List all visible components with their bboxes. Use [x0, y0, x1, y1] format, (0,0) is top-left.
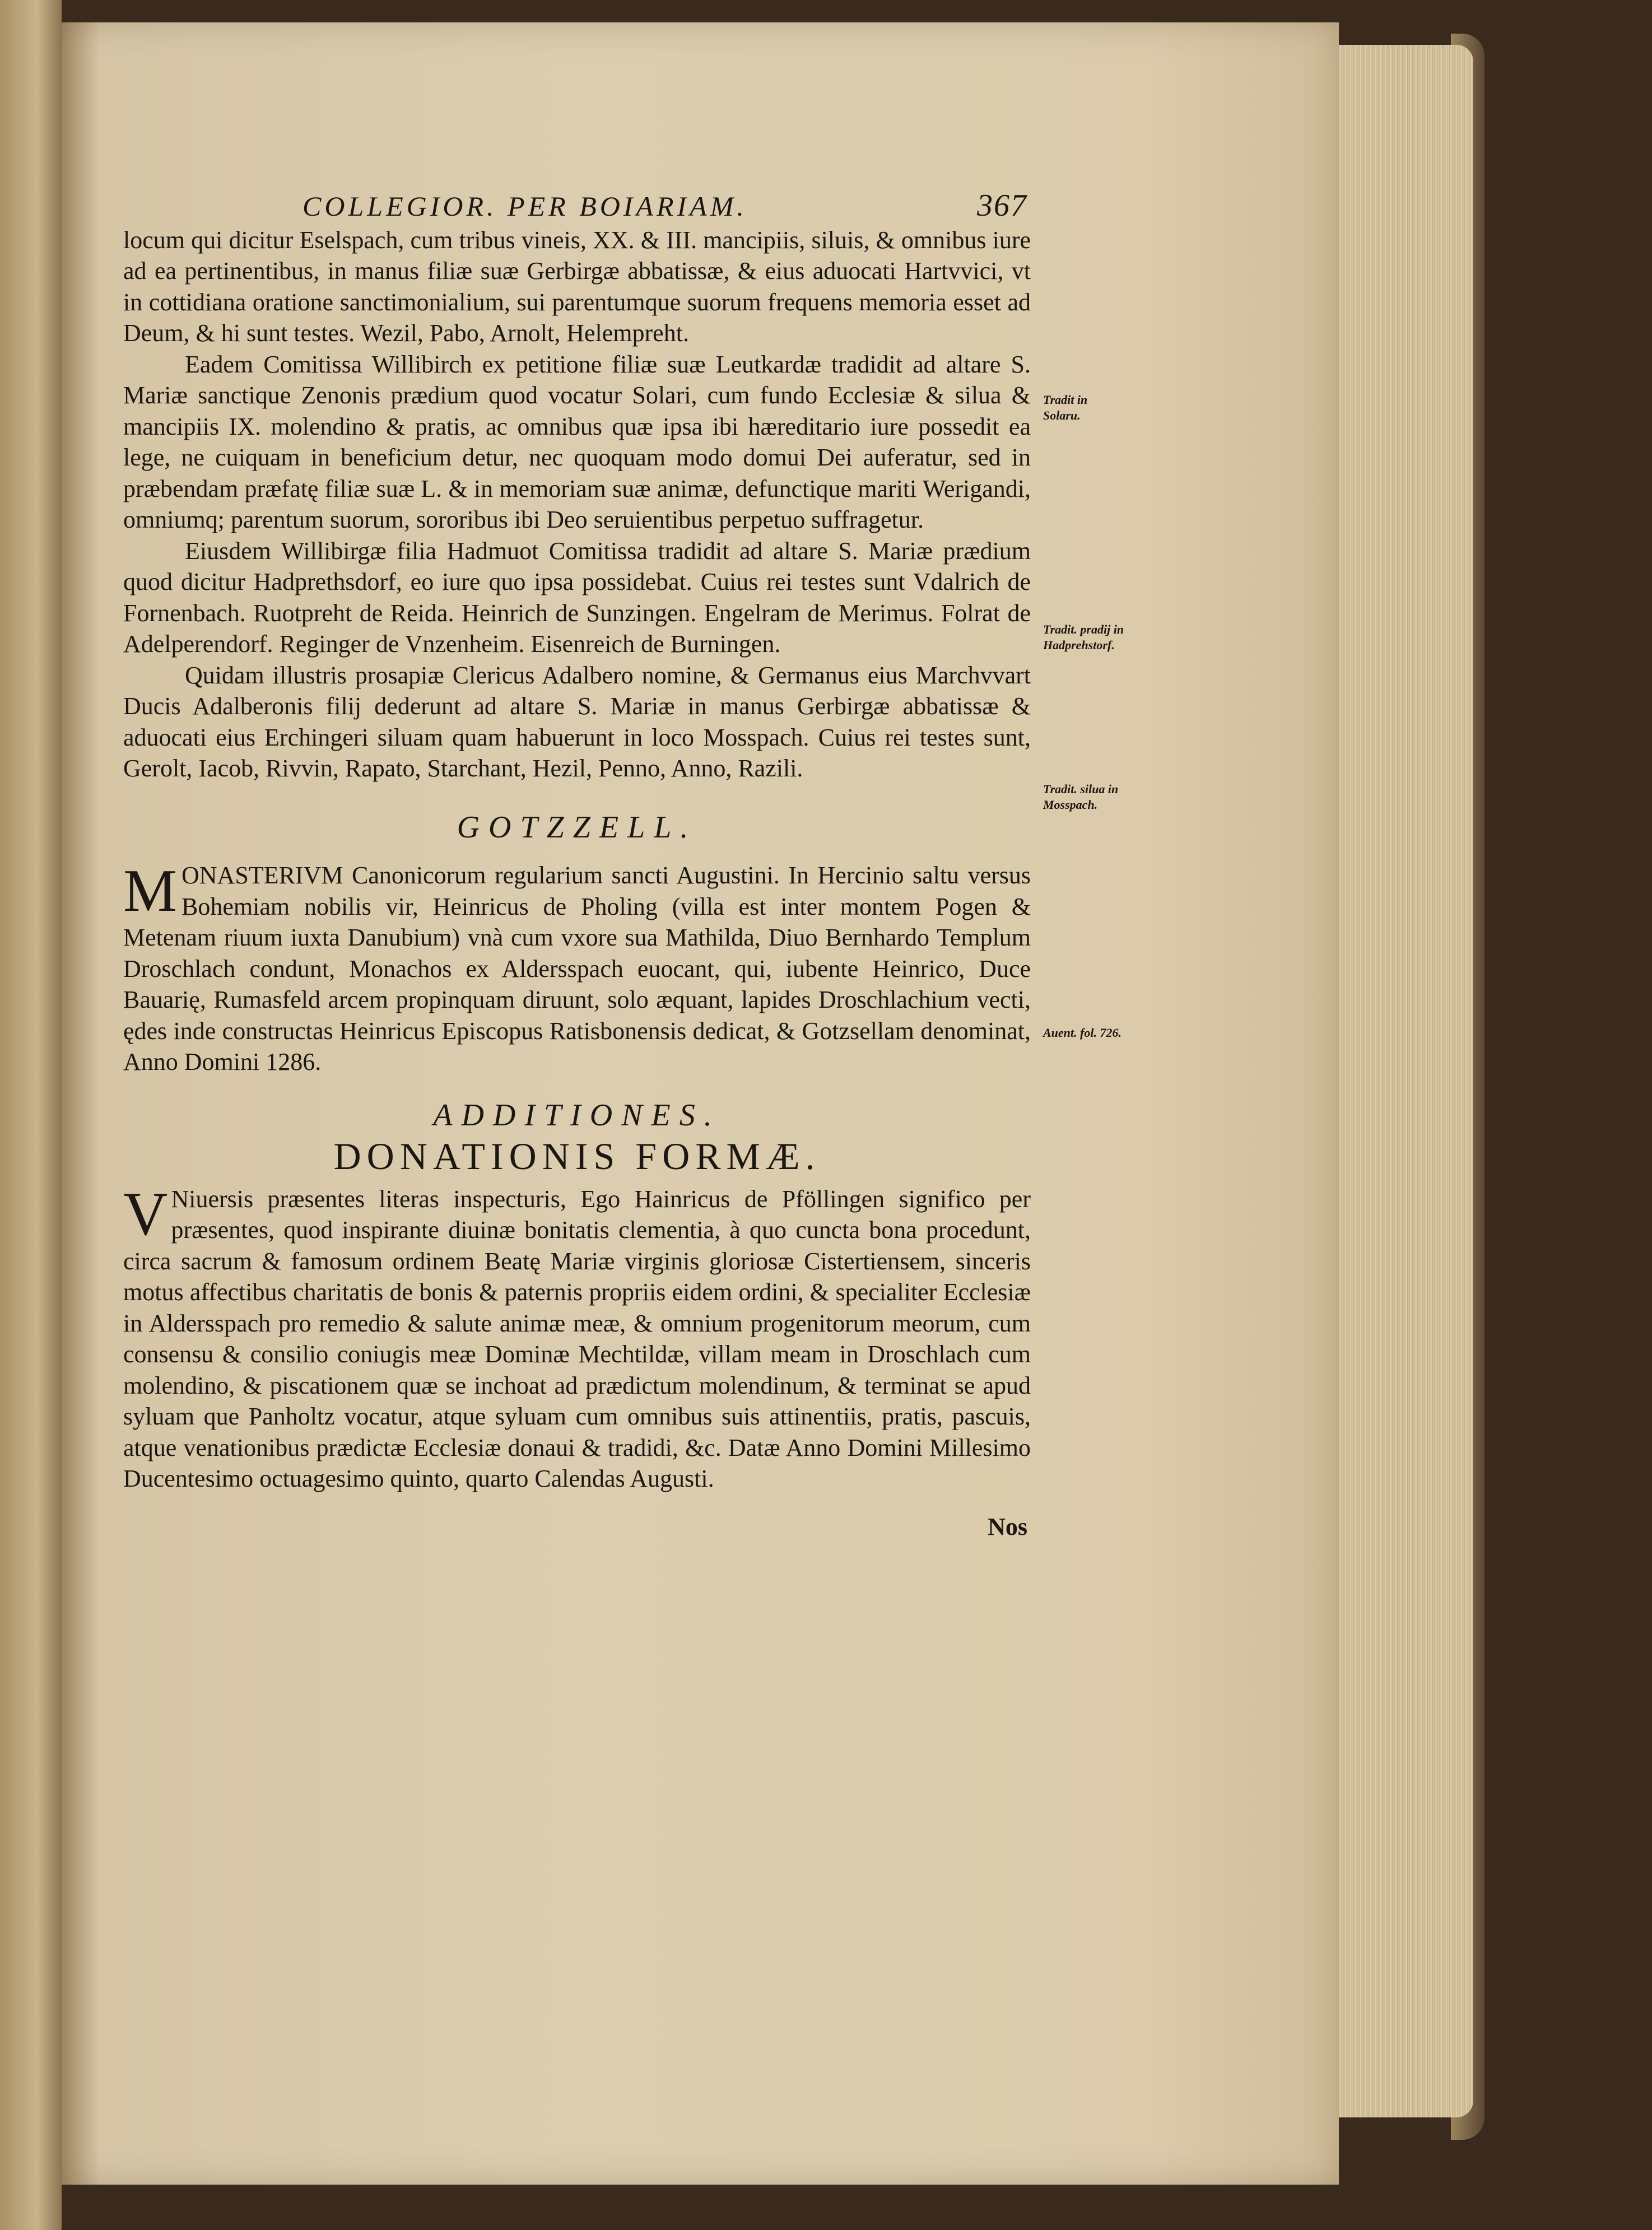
marginal-note-hadprehstorf: Tradit. pradij in Hadprehstorf.: [1043, 622, 1124, 652]
paragraph-1: locum qui dicitur Eselspach, cum tribus vineis, XX. & III. mancipiis, siluis, & omnibus iure ad ea pertinentibus, in manus filiæ suæ Gerbirgæ abbatissæ, & eius aduocati Hartvvici, vt in cottidiana oratione sanctimonialium, sui parentumque suorum frequens memoria esset ad Deum, & hi sunt testes. Wezil, Pabo, Arnolt, Helempreht.: [123, 226, 1031, 347]
donationis-formae-heading: DONATIONIS FORMÆ.: [333, 1135, 821, 1177]
marginal-note-auent: Auent. fol. 726.: [1043, 1026, 1122, 1040]
marginal-note-mosspach: Tradit. silua in Mosspach.: [1043, 782, 1119, 812]
gotzzell-heading: GOTZZELL.: [457, 809, 697, 845]
catchword: Nos: [988, 1512, 1027, 1540]
page-text: [123, 190, 1031, 1542]
gotzzell-paragraph: [123, 860, 1031, 1078]
additiones-heading: ADDITIONES.: [433, 1097, 721, 1133]
page-number: 367: [977, 188, 1027, 223]
drop-cap-m: M: [123, 858, 178, 924]
donation-text: Niuersis præsentes literas inspecturis, Ego Hainricus de Pföllingen significo per præsentes, quod inspirante diuinæ bonitatis clementia, à quo cuncta bona procedunt, circa sacrum & famosum ordinem Beatę Mariæ virginis gloriosæ Cistertiensem, sinceris motus affectibus charitatis de bonis & paternis propriis eidem ordini, & specialiter Ecclesiæ in Aldersspach pro remedio & salute animæ meæ, & omnium progenitorum meorum, cum consensu & consilio coniugis meæ Dominæ Mechtildæ, villam meam in Droschlach cum molendino, & piscationem quæ se inchoat ad prædictum molendinum, & terminat se apud syluam que Panholtz vocatur, atque syluam cum omnibus suis attinentiis, pratis, pascuis, atque venationibus prædictæ Ecclesiæ donaui & tradidi, &c. Datæ Anno Domini Millesimo Ducentesimo octuagesimo quinto, quarto Calendas Augusti.: [123, 1185, 1031, 1492]
paragraph-2: Eadem Comitissa Willibirch ex petitione filiæ suæ Leutkardæ tradidit ad altare S. Mariæ sanctique Zenonis prædium quod vocatur Solari, cum fundo Ecclesiæ & silua & mancipiis IX. molendino & pratis, ac omnibus quæ ipsa ibi hæreditario iure possedit ea lege, ne cuiquam in beneficium detur, nec quoquam modo domui Dei auferatur, sed in præbendam præfatę filiæ suæ L. & in memoriam suæ animæ, defunctique mariti Werigandi, omniumq; parentum suorum, sororibus ibi Deo seruientibus perpetuo suffragetur.: [123, 350, 1031, 533]
paragraph-3: Eiusdem Willibirgæ filia Hadmuot Comitissa tradidit ad altare S. Mariæ prædium quod dicitur Hadprethsdorf, eo iure quo ipsa possidebat. Cuius rei testes sunt Vdalrich de Fornenbach. Ruotpreht de Reida. Heinrich de Sunzingen. Engelram de Merimus. Folrat de Adelperendorf. Reginger de Vnzenheim. Eisenreich de Burningen.: [123, 537, 1031, 658]
paragraph-4: Quidam illustris prosapiæ Clericus Adalbero nomine, & Germanus eius Marchvvart Ducis Adalberonis filij dederunt ad altare S. Mariæ in manus Gerbirgæ abbatissæ & aduocati eius Erchingeri siluam quam habuerunt in loco Mosspach. Cuius rei testes sunt, Gerolt, Iacob, Rivvin, Rapato, Starchant, Hezil, Penno, Anno, Razili.: [123, 661, 1031, 782]
left-page-edge: [0, 0, 62, 2230]
running-title: COLLEGIOR. PER BOIARIAM.: [303, 190, 747, 222]
gotzzell-text: ONASTERIVM Canonicorum regularium sancti Augustini. In Hercinio saltu versus Bohemiam nobilis vir, Heinricus de Pholing (villa est inter montem Pogen & Metenam riuum iuxta Danubium) vnà cum vxore sua Mathilda, Diuo Bernhardo Templum Droschlach condunt, Monachos ex Aldersspach euocant, qui, iubente Heinrico, Duce Bauarię, Rumasfeld arcem propinquam diruunt, solo æquant, lapides Droschlachium vecti, ędes inde constructas Heinricus Episcopus Ratisbonensis dedicat, & Gotzsellam denominat, Anno Domini 1286.: [123, 862, 1031, 1076]
drop-cap-v: V: [123, 1179, 168, 1248]
donation-paragraph: [123, 1179, 1031, 1495]
marginal-note-solari: Tradit in Solaru.: [1043, 393, 1088, 422]
running-header: [123, 190, 1031, 222]
